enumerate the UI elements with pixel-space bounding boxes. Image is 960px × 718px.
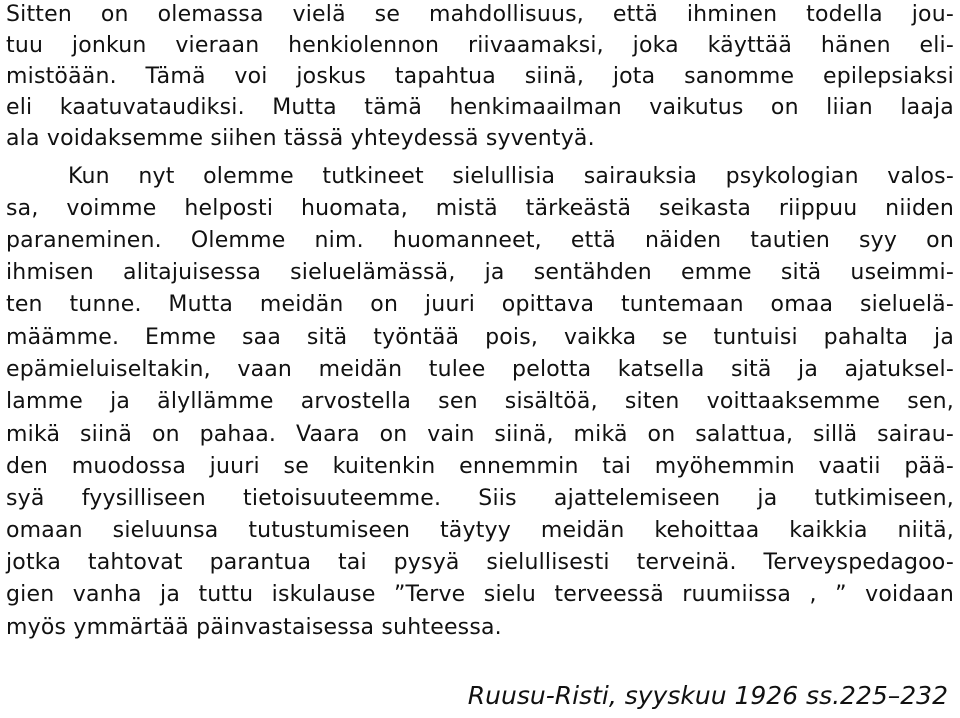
text-line: Sitten on olemassa vielä se mahdollisuus, että ihminen todella jou- [6,2,954,27]
text-line: gien vanha ja tuttu iskulause ”Terve sielu terveessä ruumiissa , ” voidaan [6,582,954,607]
text-line: mikä siinä on pahaa. Vaara on vain siinä, mikä on salattua, sillä sairau- [6,422,954,447]
text-line: mistöään. Tämä voi joskus tapahtua siinä, jota sanomme epilepsiaksi [6,64,954,89]
text-line: paraneminen. Olemme nim. huomanneet, että näiden tautien syy on [6,228,954,253]
text-line: jotka tahtovat parantua tai pysyä sielullisesti terveinä. Terveyspedagoo- [6,550,954,575]
text-line: Kun nyt olemme tutkineet sielullisia sairauksia psykologian valos- [68,164,954,189]
text-line: ten tunne. Mutta meidän on juuri opittava tuntemaan omaa sieluelä- [6,292,954,317]
text-line: tuu jonkun vieraan henkiolennon riivaamaksi, joka käyttää hänen eli- [6,33,954,58]
text-line: syä fyysilliseen tietoisuuteemme. Siis ajattelemiseen ja tutkimiseen, [6,486,954,511]
text-line: ala voidaksemme siihen tässä yhteydessä syventyä. [6,126,595,151]
text-line: eli kaatuvataudiksi. Mutta tämä henkimaailman vaikutus on liian laaja [6,95,954,120]
text-line: epämieluiseltakin, vaan meidän tulee pelotta katsella sitä ja ajatuksel- [6,357,954,382]
text-line: määmme. Emme saa sitä työntää pois, vaikka se tuntuisi pahalta ja [6,325,954,350]
text-line: omaan sieluunsa tutustumiseen täytyy meidän kehoittaa kaikkia niitä, [6,518,954,543]
text-line: myös ymmärtää päinvastaisessa suhteessa. [6,615,502,640]
text-line: lamme ja älyllämme arvostella sen sisältöä, siten voittaaksemme sen, [6,389,954,414]
text-line: den muodossa juuri se kuitenkin ennemmin tai myöhemmin vaatii pää- [6,454,954,479]
text-line: ihmisen alitajuisessa sieluelämässä, ja sentähden emme sitä useimmi- [6,260,954,285]
text-line: sa, voimme helposti huomata, mistä tärkeästä seikasta riippuu niiden [6,196,954,221]
source-citation: Ruusu-Risti, syyskuu 1926 ss.225–232 [467,681,948,710]
